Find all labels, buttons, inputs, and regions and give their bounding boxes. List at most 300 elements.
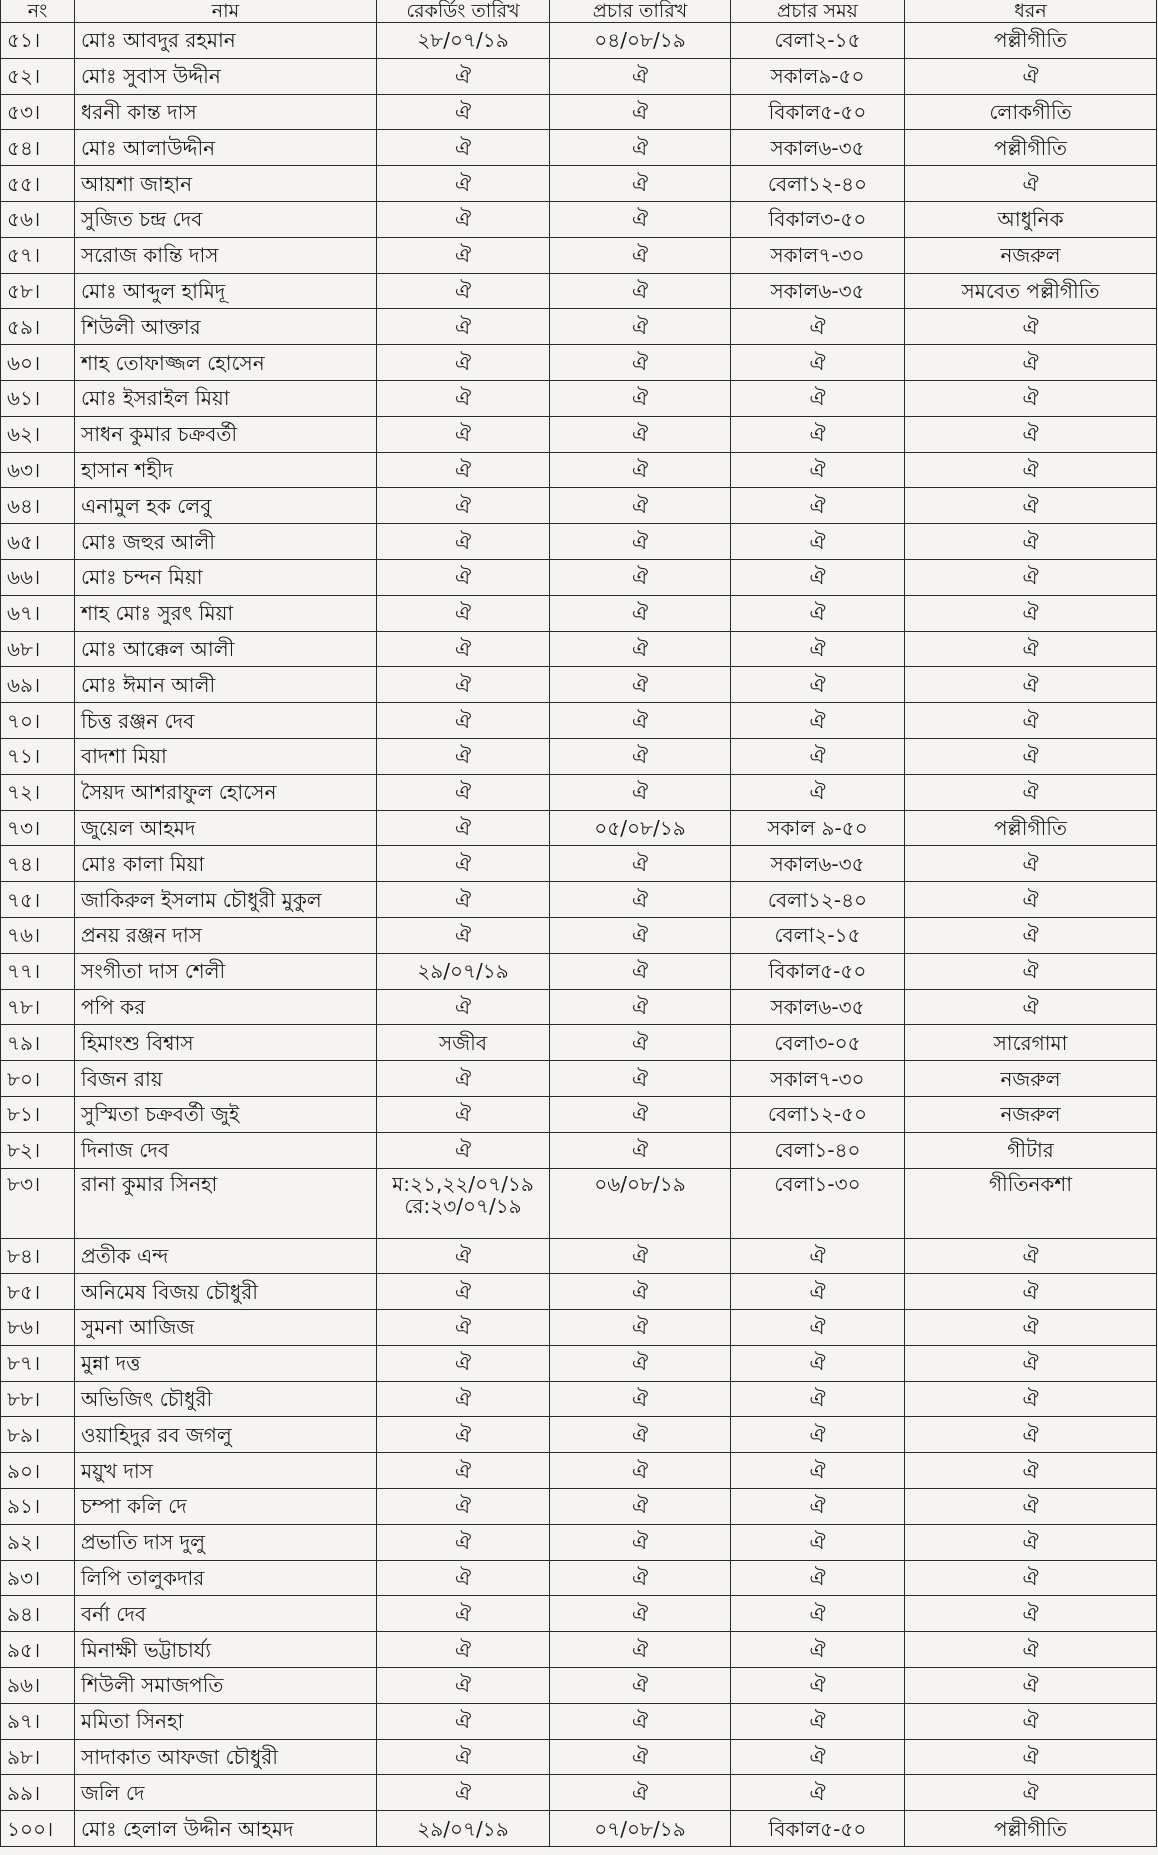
genre-cell: ঐ [905,345,1157,381]
broadcast-time-cell: ঐ [731,1668,905,1704]
broadcast-date-cell: ঐ [550,1096,731,1132]
recording-date-cell: ঐ [377,882,550,918]
row-number-cell: ৯৮। [1,1739,75,1775]
genre-cell: ঐ [905,1381,1157,1417]
table-row [1,452,1157,488]
row-number-cell: ৮০। [1,1061,75,1097]
artist-name-cell: মোঃ আবদুর রহমান [75,23,377,59]
artist-name-cell: সৈয়দ আশরাফুল হোসেন [75,774,377,810]
row-number-cell: ৯৬। [1,1668,75,1704]
row-number-cell: ৫১। [1,23,75,59]
table-row [1,1274,1157,1310]
genre-cell: ঐ [905,1274,1157,1310]
genre-cell: ঐ [905,1739,1157,1775]
table-row [1,953,1157,989]
row-number-cell: ৬১। [1,380,75,416]
row-number-cell: ৭৯। [1,1025,75,1061]
broadcast-time-cell: ঐ [731,1524,905,1560]
table-row [1,58,1157,94]
table-row [1,1025,1157,1061]
genre-cell: ঐ [905,1560,1157,1596]
broadcast-time-cell: ঐ [731,1489,905,1525]
genre-cell: ঐ [905,631,1157,667]
broadcast-date-cell: ঐ [550,989,731,1025]
recording-date-line-1: ম:২১,২২/০৭/১৯ [392,1171,534,1196]
broadcast-time-cell: ঐ [731,1775,905,1811]
recording-date-cell: ঐ [377,452,550,488]
table-row [1,166,1157,202]
row-number-cell: ৬৯। [1,667,75,703]
table-row [1,1596,1157,1632]
artist-name-cell: সরোজ কান্তি দাস [75,237,377,273]
genre-cell: লোকগীতি [905,94,1157,130]
table-row [1,774,1157,810]
table-row [1,1310,1157,1346]
broadcast-date-cell: ০৬/০৮/১৯ [550,1168,731,1238]
genre-cell: গীটার [905,1132,1157,1168]
broadcast-time-cell: বিকাল৩-৫০ [731,201,905,237]
table-row [1,1739,1157,1775]
table-row [1,380,1157,416]
recording-date-line-2: রে:২৩/০৭/১৯ [404,1193,522,1218]
broadcast-date-cell: ঐ [550,1668,731,1704]
row-number-cell: ৮১। [1,1096,75,1132]
row-number-cell: ৯৭। [1,1703,75,1739]
recording-date-cell: ঐ [377,1703,550,1739]
table-row [1,416,1157,452]
artist-name-cell: চিত্ত রঞ্জন দেব [75,703,377,739]
broadcast-time-cell: বিকাল৫-৫০ [731,94,905,130]
artist-name-cell: সাধন কুমার চক্রবর্তী [75,416,377,452]
broadcast-date-cell: ঐ [550,595,731,631]
row-number-cell: ৮২। [1,1132,75,1168]
recording-date-cell: ঐ [377,524,550,560]
row-number-cell: ৯১। [1,1489,75,1525]
genre-cell: ঐ [905,559,1157,595]
header-recording-date: রেকর্ডিং তারিখ [377,0,550,23]
row-number-cell: ৬২। [1,416,75,452]
broadcast-date-cell: ঐ [550,130,731,166]
recording-date-cell: ঐ [377,846,550,882]
table-header-row [1,0,1157,23]
recording-date-cell: ঐ [377,1632,550,1668]
artist-name-cell: পপি কর [75,989,377,1025]
broadcast-time-cell: ঐ [731,1632,905,1668]
artist-name-cell: শিউলী আক্তার [75,309,377,345]
recording-date-cell: ঐ [377,1417,550,1453]
genre-cell: ঐ [905,309,1157,345]
recording-date-cell: ঐ [377,488,550,524]
broadcast-date-cell: ঐ [550,1025,731,1061]
artist-name-cell: মোঃ সুবাস উদ্দীন [75,58,377,94]
broadcast-date-cell: ঐ [550,309,731,345]
recording-date-cell: ঐ [377,94,550,130]
row-number-cell: ৬৪। [1,488,75,524]
header-broadcast-date: প্রচার তারিখ [550,0,731,23]
broadcast-date-cell: ঐ [550,1703,731,1739]
recording-date-cell: ঐ [377,989,550,1025]
broadcast-time-cell: ঐ [731,380,905,416]
row-number-cell: ৭১। [1,738,75,774]
recording-date-cell: ঐ [377,1238,550,1274]
broadcast-time-cell: বেলা১২-৪০ [731,166,905,202]
table-row [1,1524,1157,1560]
row-number-cell: ৭৩। [1,810,75,846]
genre-cell: ঐ [905,1417,1157,1453]
artist-name-cell: মোঃ আক্কেল আলী [75,631,377,667]
artist-name-cell: জাকিরুল ইসলাম চৌধুরী মুকুল [75,882,377,918]
table-row [1,1453,1157,1489]
broadcast-date-cell: ঐ [550,1775,731,1811]
genre-cell: নজরুল [905,1096,1157,1132]
broadcast-time-cell: সকাল৭-৩০ [731,1061,905,1097]
broadcast-time-cell: বেলা৩-০৫ [731,1025,905,1061]
row-number-cell: ৫২। [1,58,75,94]
artist-name-cell: শিউলী সমাজপতি [75,1668,377,1704]
genre-cell: নজরুল [905,1061,1157,1097]
genre-cell: ঐ [905,1596,1157,1632]
recording-date-cell: ঐ [377,595,550,631]
table-row [1,595,1157,631]
genre-cell: ঐ [905,1238,1157,1274]
row-number-cell: ১০০। [1,1811,75,1847]
table-row [1,1668,1157,1704]
recording-date-cell: ঐ [377,703,550,739]
genre-cell: ঐ [905,738,1157,774]
broadcast-time-cell: বিকাল৫-৫০ [731,1811,905,1847]
broadcast-time-cell: ঐ [731,774,905,810]
genre-cell: ঐ [905,416,1157,452]
table-row [1,1811,1157,1847]
broadcast-time-cell: ঐ [731,1345,905,1381]
broadcast-time-cell: ঐ [731,703,905,739]
broadcast-date-cell: ঐ [550,1238,731,1274]
row-number-cell: ৬৩। [1,452,75,488]
table-row [1,237,1157,273]
broadcast-time-cell: ঐ [731,1310,905,1346]
recording-date-cell [377,1168,550,1238]
broadcast-time-cell: বেলা২-১৫ [731,917,905,953]
row-number-cell: ৬০। [1,345,75,381]
table-row [1,1132,1157,1168]
broadcast-time-cell: সকাল৬-৩৫ [731,989,905,1025]
artist-name-cell: সুমনা আজিজ [75,1310,377,1346]
recording-date-cell: ঐ [377,416,550,452]
artist-name-cell: লিপি তালুকদার [75,1560,377,1596]
artist-name-cell: সুজিত চন্দ্র দেব [75,201,377,237]
row-number-cell: ৭৫। [1,882,75,918]
table-row [1,1703,1157,1739]
broadcast-date-cell: ঐ [550,667,731,703]
row-number-cell: ৫৫। [1,166,75,202]
recording-date-cell: ঐ [377,237,550,273]
genre-cell: ঐ [905,488,1157,524]
table-row [1,309,1157,345]
genre-cell: ঐ [905,166,1157,202]
artist-name-cell: আয়শা জাহান [75,166,377,202]
table-row [1,1489,1157,1525]
broadcast-time-cell: ঐ [731,1596,905,1632]
row-number-cell: ৭৪। [1,846,75,882]
table-body [1,23,1157,1847]
artist-name-cell: মোঃ হেলাল উদ্দীন আহমদ [75,1811,377,1847]
row-number-cell: ৮৮। [1,1381,75,1417]
artist-name-cell: প্রনয় রঞ্জন দাস [75,917,377,953]
broadcast-time-cell: ঐ [731,1238,905,1274]
broadcast-date-cell: ঐ [550,1453,731,1489]
artist-name-cell: মোঃ ঈমান আলী [75,667,377,703]
recording-date-cell: ঐ [377,810,550,846]
broadcast-date-cell: ঐ [550,1632,731,1668]
recording-date-cell: ঐ [377,273,550,309]
genre-cell: ঐ [905,1668,1157,1704]
genre-cell: গীতিনকশা [905,1168,1157,1238]
table-row [1,810,1157,846]
table-row [1,667,1157,703]
genre-cell: ঐ [905,1310,1157,1346]
genre-cell: ঐ [905,917,1157,953]
artist-name-cell: মোঃ কালা মিয়া [75,846,377,882]
broadcast-time-cell: বেলা১২-৫০ [731,1096,905,1132]
recording-date-cell: ঐ [377,166,550,202]
broadcast-time-cell: বেলা১২-৪০ [731,882,905,918]
broadcast-time-cell: সকাল৬-৩৫ [731,273,905,309]
broadcast-date-cell: ঐ [550,1310,731,1346]
recording-date-cell: ঐ [377,201,550,237]
recording-date-cell: ঐ [377,1596,550,1632]
row-number-cell: ৫৭। [1,237,75,273]
broadcast-time-cell: ঐ [731,1560,905,1596]
row-number-cell: ৭২। [1,774,75,810]
genre-cell: ঐ [905,846,1157,882]
broadcast-date-cell: ঐ [550,524,731,560]
genre-cell: ঐ [905,882,1157,918]
row-number-cell: ৭৮। [1,989,75,1025]
recording-date-cell: ঐ [377,738,550,774]
table-row [1,1096,1157,1132]
genre-cell: ঐ [905,1703,1157,1739]
row-number-cell: ৯০। [1,1453,75,1489]
broadcast-time-cell: সকাল৬-৩৫ [731,130,905,166]
recording-date-cell: ঐ [377,1524,550,1560]
broadcast-time-cell: ঐ [731,416,905,452]
artist-name-cell: মোঃ ইসরাইল মিয়া [75,380,377,416]
artist-name-cell: ধরনী কান্ত দাস [75,94,377,130]
row-number-cell: ৬৭। [1,595,75,631]
table-row [1,273,1157,309]
broadcast-date-cell: ঐ [550,488,731,524]
genre-cell: পল্লীগীতি [905,23,1157,59]
broadcast-time-cell: ঐ [731,1417,905,1453]
broadcast-date-cell: ঐ [550,416,731,452]
table-row [1,524,1157,560]
genre-cell: ঐ [905,380,1157,416]
recording-date-cell: ২৮/০৭/১৯ [377,23,550,59]
table-row [1,1381,1157,1417]
artist-name-cell: এনামুল হক লেবু [75,488,377,524]
broadcast-time-cell: ঐ [731,631,905,667]
broadcast-date-cell: ঐ [550,94,731,130]
artist-name-cell: সুস্মিতা চক্রবর্তী জুই [75,1096,377,1132]
table-row [1,738,1157,774]
broadcast-date-cell: ঐ [550,1274,731,1310]
artist-name-cell: জলি দে [75,1775,377,1811]
artist-name-cell: প্রতীক এন্দ [75,1238,377,1274]
broadcast-time-cell: ঐ [731,595,905,631]
recording-date-cell: ঐ [377,309,550,345]
artist-name-cell: দিনাজ দেব [75,1132,377,1168]
table-row [1,1632,1157,1668]
row-number-cell: ৭৬। [1,917,75,953]
recording-date-cell: ঐ [377,774,550,810]
broadcast-date-cell: ঐ [550,345,731,381]
artist-name-cell: ওয়াহিদুর রব জগলু [75,1417,377,1453]
recording-date-cell: ঐ [377,345,550,381]
table-row [1,882,1157,918]
table-row [1,1775,1157,1811]
broadcast-time-cell: ঐ [731,1739,905,1775]
artist-name-cell: জুয়েল আহমদ [75,810,377,846]
row-number-cell: ৮৭। [1,1345,75,1381]
table-row [1,1417,1157,1453]
recording-date-cell: ঐ [377,1381,550,1417]
artist-name-cell: বিজন রায় [75,1061,377,1097]
recording-date-cell: ঐ [377,1775,550,1811]
recording-date-cell: ঐ [377,1668,550,1704]
row-number-cell: ৭০। [1,703,75,739]
recording-date-cell: ঐ [377,1310,550,1346]
broadcast-date-cell: ০৪/০৮/১৯ [550,23,731,59]
broadcast-time-cell: ঐ [731,1274,905,1310]
recording-date-cell: ঐ [377,130,550,166]
recording-date-cell: ঐ [377,1274,550,1310]
genre-cell: ঐ [905,595,1157,631]
artist-name-cell: অভিজিৎ চৌধুরী [75,1381,377,1417]
genre-cell: আধুনিক [905,201,1157,237]
recording-date-cell: ঐ [377,1739,550,1775]
broadcast-date-cell: ঐ [550,1345,731,1381]
broadcast-time-cell: ঐ [731,1703,905,1739]
genre-cell: ঐ [905,1345,1157,1381]
table-row [1,23,1157,59]
broadcast-time-cell: ঐ [731,738,905,774]
broadcast-date-cell: ঐ [550,703,731,739]
broadcast-time-cell: সকাল৯-৫০ [731,58,905,94]
broadcast-time-cell: ঐ [731,345,905,381]
artist-name-cell: হিমাংশু বিশ্বাস [75,1025,377,1061]
recording-date-cell: ঐ [377,631,550,667]
broadcast-date-cell: ঐ [550,1132,731,1168]
recording-date-cell: ২৯/০৭/১৯ [377,1811,550,1847]
artist-name-cell: সাদাকাত আফজা চৌধুরী [75,1739,377,1775]
broadcast-date-cell: ঐ [550,917,731,953]
broadcast-time-cell: ঐ [731,524,905,560]
broadcast-time-cell: সকাল৭-৩০ [731,237,905,273]
artist-name-cell: সংগীতা দাস শেলী [75,953,377,989]
genre-cell: পল্লীগীতি [905,130,1157,166]
broadcast-date-cell: ঐ [550,201,731,237]
row-number-cell: ৯২। [1,1524,75,1560]
broadcast-date-cell: ০৫/০৮/১৯ [550,810,731,846]
artist-name-cell: বর্না দেব [75,1596,377,1632]
recording-date-cell: ২৯/০৭/১৯ [377,953,550,989]
table-row [1,989,1157,1025]
recording-date-cell: ঐ [377,1489,550,1525]
artist-name-cell: মমিতা সিনহা [75,1703,377,1739]
artist-name-cell: চম্পা কলি দে [75,1489,377,1525]
broadcast-date-cell: ঐ [550,1560,731,1596]
broadcast-date-cell: ঐ [550,380,731,416]
broadcast-time-cell: বিকাল৫-৫০ [731,953,905,989]
genre-cell: ঐ [905,1524,1157,1560]
genre-cell: ঐ [905,703,1157,739]
broadcast-date-cell: ঐ [550,1417,731,1453]
broadcast-time-cell: বেলা১-৩০ [731,1168,905,1238]
row-number-cell: ৯৯। [1,1775,75,1811]
table-row [1,1345,1157,1381]
row-number-cell: ৫৩। [1,94,75,130]
broadcast-date-cell: ঐ [550,58,731,94]
table-row [1,1168,1157,1238]
table-row [1,703,1157,739]
artist-name-cell: শাহ তোফাজ্জল হোসেন [75,345,377,381]
table-row [1,1061,1157,1097]
row-number-cell: ৯৫। [1,1632,75,1668]
artist-name-cell: বাদশা মিয়া [75,738,377,774]
table-row [1,631,1157,667]
header-broadcast-time: প্রচার সময় [731,0,905,23]
broadcast-date-cell: ঐ [550,1596,731,1632]
recording-date-cell: ঐ [377,58,550,94]
header-name: নাম [75,0,377,23]
genre-cell: ঐ [905,667,1157,703]
broadcast-time-cell: ঐ [731,1381,905,1417]
broadcast-date-cell: ঐ [550,774,731,810]
genre-cell: ঐ [905,524,1157,560]
broadcast-date-cell: ঐ [550,1524,731,1560]
artist-name-cell: মোঃ জহুর আলী [75,524,377,560]
recording-date-cell: ঐ [377,1061,550,1097]
broadcast-time-cell: সকাল৬-৩৫ [731,846,905,882]
table-row [1,345,1157,381]
genre-cell: সমবেত পল্লীগীতি [905,273,1157,309]
broadcast-date-cell: ঐ [550,273,731,309]
artist-name-cell: মোঃ আব্দুল হামিদূ [75,273,377,309]
row-number-cell: ৮৯। [1,1417,75,1453]
artist-name-cell: মোঃ চন্দন মিয়া [75,559,377,595]
broadcast-date-cell: ঐ [550,237,731,273]
genre-cell: ঐ [905,1489,1157,1525]
table-row [1,1560,1157,1596]
table-row [1,1238,1157,1274]
genre-cell: নজরুল [905,237,1157,273]
broadcast-date-cell: ঐ [550,631,731,667]
broadcast-date-cell: ঐ [550,882,731,918]
recording-date-cell: ঐ [377,559,550,595]
broadcast-date-cell: ঐ [550,1739,731,1775]
broadcast-time-cell: ঐ [731,488,905,524]
header-genre: ধরন [905,0,1157,23]
broadcast-time-cell: ঐ [731,559,905,595]
header-no: নং [1,0,75,23]
table-row [1,201,1157,237]
broadcast-date-cell: ঐ [550,1381,731,1417]
row-number-cell: ৫৯। [1,309,75,345]
recording-date-cell: ঐ [377,667,550,703]
genre-cell: ঐ [905,58,1157,94]
genre-cell: ঐ [905,953,1157,989]
artist-name-cell: হাসান শহীদ [75,452,377,488]
